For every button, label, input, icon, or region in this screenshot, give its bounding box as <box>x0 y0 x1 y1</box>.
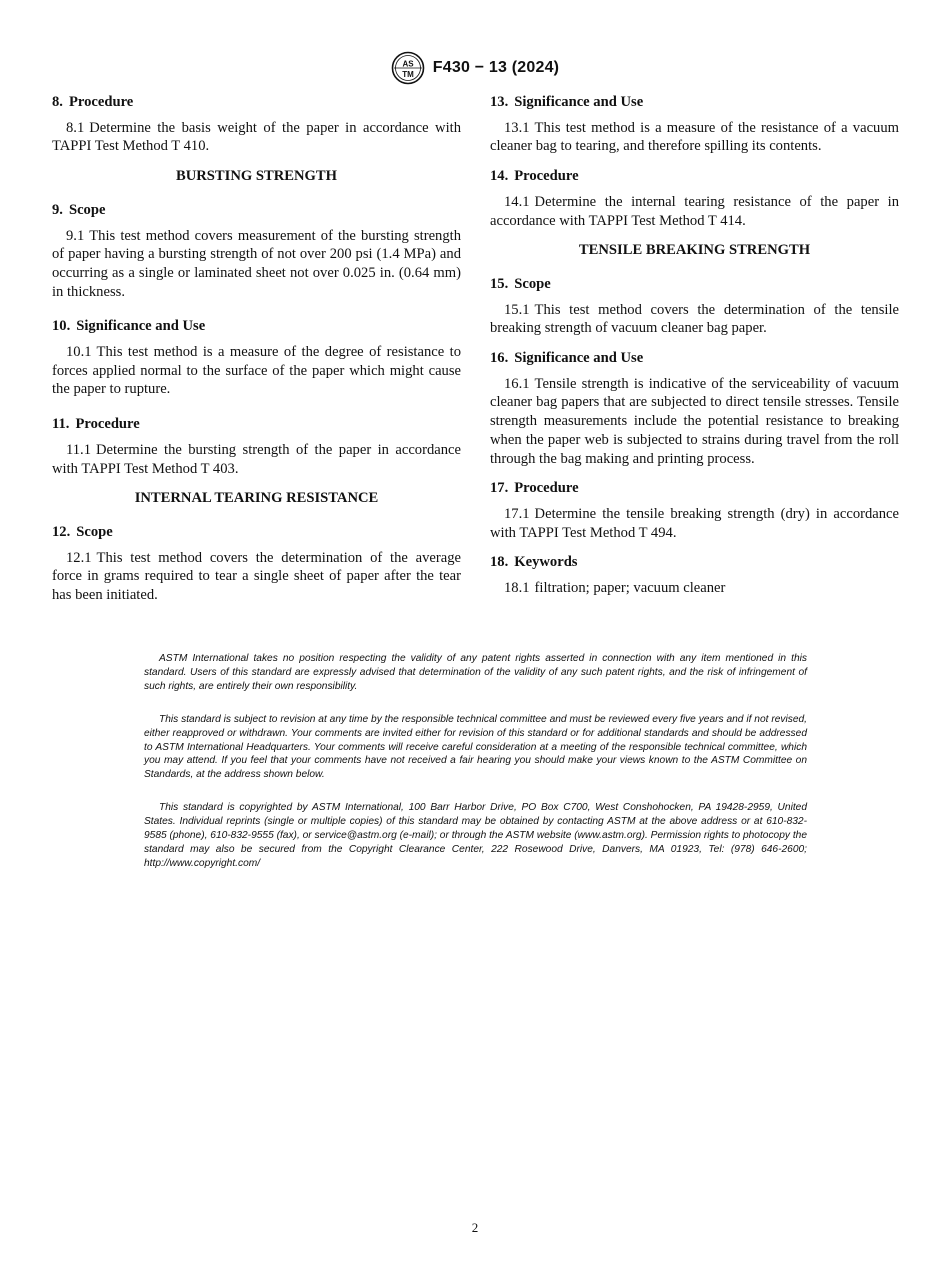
paragraph: 12.1 This test method covers the determination of the average force in grams required to tear a single sheet of paper after the tear has been initiated. <box>52 549 461 604</box>
section-heading: 10. Significance and Use <box>52 318 206 335</box>
left-column <box>52 93 461 616</box>
paragraph: 13.1 This test method is a measure of the resistance of a vacuum cleaner bag to tearing, and therefore spilling its contents. <box>490 119 899 155</box>
page-header <box>0 50 950 86</box>
astm-logo-icon <box>391 51 425 85</box>
section-heading: 9. Scope <box>52 201 106 218</box>
patent-notice: ASTM International takes no position respecting the validity of any patent rights asserted in connection with any item mentioned in this standard. Users of this standard are expressly advised that determination of the validity of any such patent rights, and the risk of infringement of such rights, are entirely their own responsibility. <box>144 653 807 692</box>
page-number: 2 <box>471 1220 479 1235</box>
group-heading: TENSILE BREAKING STRENGTH <box>578 242 811 259</box>
section-heading: 8. Procedure <box>52 94 134 110</box>
section-heading: 14. Procedure <box>490 168 579 185</box>
right-column <box>490 93 899 609</box>
svg-text:TM: TM <box>402 70 414 79</box>
paragraph: 17.1 Determine the tensile breaking strength (dry) in accordance with TAPPI Test Method T 494. <box>490 505 899 541</box>
paragraph: 10.1 This test method is a measure of the degree of resistance to forces applied normal to the surface of the paper which might cause the paper to rupture. <box>52 344 461 398</box>
paragraph: 18.1 filtration; paper; vacuum cleaner <box>504 580 726 597</box>
paragraph: 14.1 Determine the internal tearing resistance of the paper in accordance with TAPPI Test Method T 414. <box>490 193 899 229</box>
section-heading: 13. Significance and Use <box>490 94 644 110</box>
copyright-notice: This standard is copyrighted by ASTM International, 100 Barr Harbor Drive, PO Box C700, West Conshohocken, PA 19428-2959, United States. Individual reprints (single or multiple copies) of this standard may be obtained by contacting ASTM at the above address or at 610-832-9585 (phone), 610-832-9555 (fax), or service@astm.org (e-mail); or through the ASTM website (www.astm.org). Permission rights to photocopy the standard may also be secured from the Copyright Clearance Center, 222 Rosewood Drive, Danvers, MA 01923, Tel: (978) 646-2600; http://www.copyright.com/ <box>144 802 807 869</box>
revision-notice: This standard is subject to revision at any time by the responsible technical committee and must be reviewed every five years and if not revised, either reapproved or withdrawn. Your comments are invited either for revision of this standard or for additional standards and should be addressed to ASTM International Headquarters. Your comments will receive careful consideration at a meeting of the responsible technical committee, which you may attend. If you feel that your comments have not received a fair hearing you should make your views known to the ASTM Committee on Standards, at the address shown below. <box>144 713 807 781</box>
paragraph: 9.1 This test method covers measurement of the bursting strength of paper having a bursting strength of not over 200 psi (1.4 MPa) and occurring as a single or laminated sheet not over 0.025 in. (0.64 mm) in thickness. <box>52 227 461 300</box>
paragraph: 11.1 Determine the bursting strength of the paper in accordance with TAPPI Test Method T 403. <box>52 441 461 477</box>
section-heading: 17. Procedure <box>490 480 579 497</box>
section-heading: 18. Keywords <box>490 554 578 571</box>
section-heading: 16. Significance and Use <box>490 350 644 367</box>
paragraph: 8.1 Determine the basis weight of the paper in accordance with TAPPI Test Method T 410. <box>52 119 461 155</box>
group-heading: INTERNAL TEARING RESISTANCE <box>134 490 379 507</box>
paragraph: 16.1 Tensile strength is indicative of the serviceability of vacuum cleaner bag papers that are subjected to direct tensile stresses. Tensile strength measurements include the potential resistance to breaking when the paper web is subjected to strains during travel from the roll through the bag making and printing process. <box>490 375 899 467</box>
paragraph: 15.1 This test method covers the determination of the tensile breaking strength of vacuum cleaner bag paper. <box>490 301 899 337</box>
section-heading: 12. Scope <box>52 523 113 540</box>
standard-designation: F430 − 13 (2024) <box>432 59 560 76</box>
section-heading: 15. Scope <box>490 275 551 292</box>
legal-notices <box>144 652 807 890</box>
svg-text:AS: AS <box>402 59 414 69</box>
section-heading: 11. Procedure <box>52 416 140 433</box>
group-heading: BURSTING STRENGTH <box>176 168 337 185</box>
